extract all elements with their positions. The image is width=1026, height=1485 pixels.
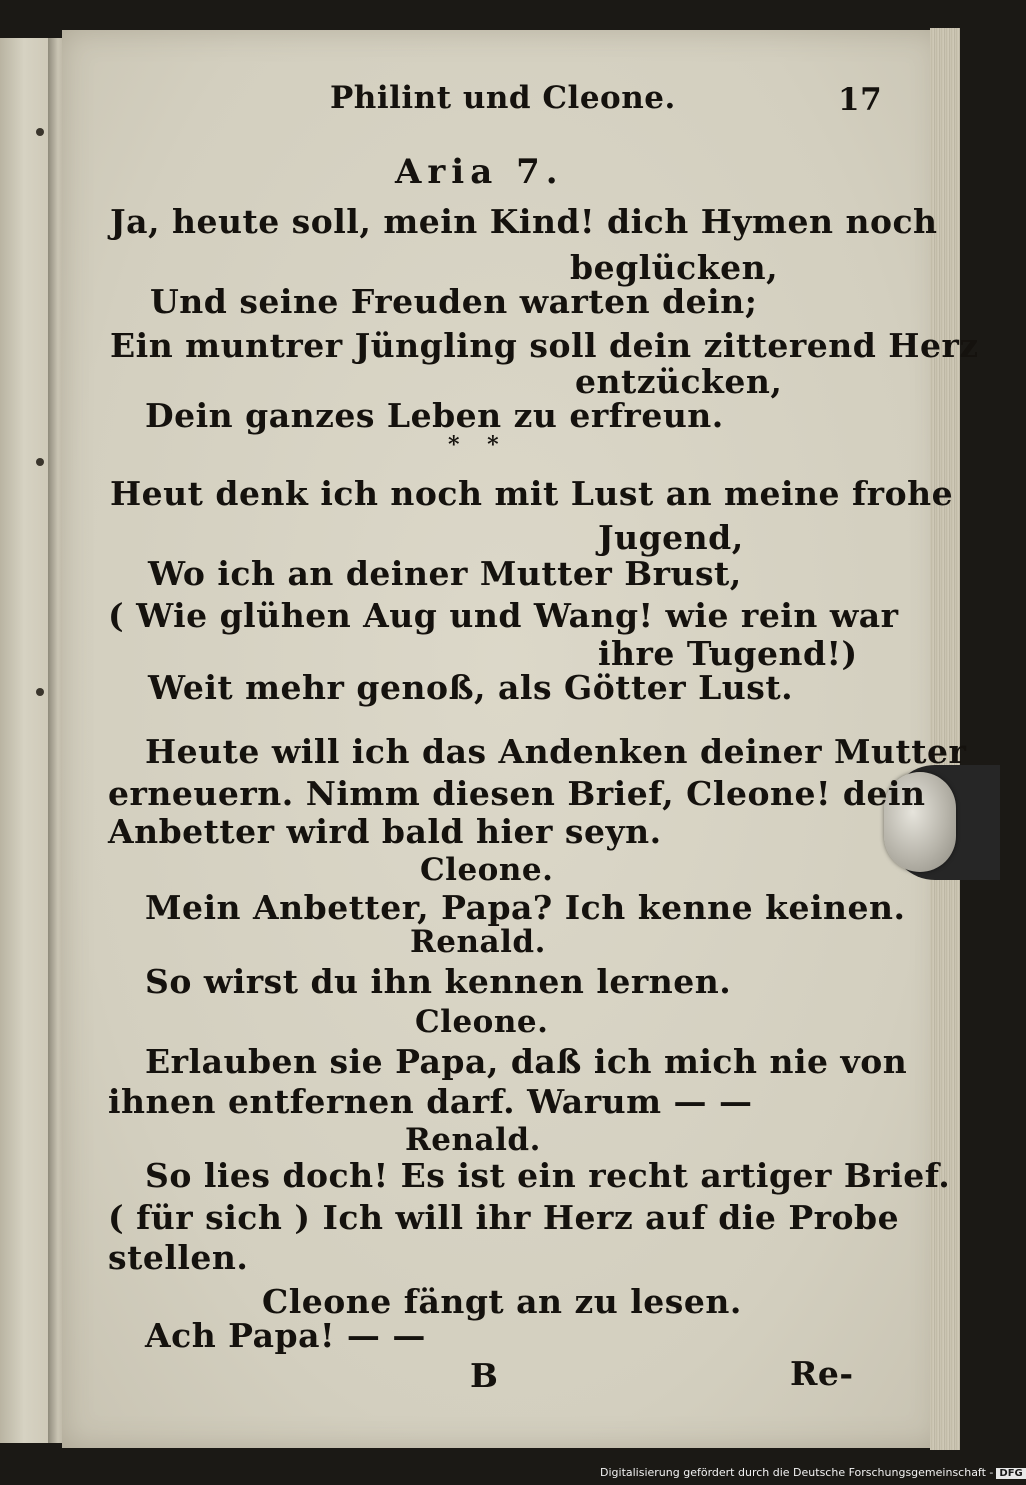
verse-line: entzücken, xyxy=(575,362,783,401)
verse-line: ihre Tugend!) xyxy=(598,634,858,673)
verse-line: Ja, heute soll, mein Kind! dich Hymen noch xyxy=(110,202,938,241)
final-line: Ach Papa! — — xyxy=(145,1316,426,1355)
aria-heading: Aria 7. xyxy=(395,152,564,192)
dialogue-line: Erlauben sie Papa, daß ich mich nie von xyxy=(145,1042,908,1081)
catchword: Re- xyxy=(790,1354,854,1393)
digitization-credit xyxy=(600,1466,1026,1482)
speaker-name: Renald. xyxy=(405,1122,541,1158)
verse-line: Jugend, xyxy=(598,518,744,557)
credit-text: Digitalisierung gefördert durch die Deutsche Forschungsgemeinschaft - xyxy=(600,1466,994,1479)
verse-line: beglücken, xyxy=(570,248,779,287)
verse-line: Ein muntrer Jüngling soll dein zitterend Herz xyxy=(110,326,979,365)
verse-line: Dein ganzes Leben zu erfreun. xyxy=(145,396,724,435)
stanza-separator: * * xyxy=(448,432,509,458)
verse-line: Weit mehr genoß, als Götter Lust. xyxy=(148,668,794,707)
dialogue-line: stellen. xyxy=(108,1238,249,1277)
verse-line: Wo ich an deiner Mutter Brust, xyxy=(148,554,742,593)
dialogue-line: So wirst du ihn kennen lernen. xyxy=(145,962,732,1001)
dialogue-line: ( für sich ) Ich will ihr Herz auf die Probe xyxy=(108,1198,900,1237)
verse-line: Heut denk ich noch mit Lust an meine frohe xyxy=(110,474,954,513)
running-title: Philint und Cleone. xyxy=(330,80,676,116)
prose-line: erneuern. Nimm diesen Brief, Cleone! dein xyxy=(108,774,926,813)
dialogue-line: So lies doch! Es ist ein recht artiger Brief. xyxy=(145,1156,951,1195)
verse-line: Und seine Freuden warten dein; xyxy=(150,282,758,321)
speaker-name: Cleone. xyxy=(415,1004,549,1040)
stage-direction: Cleone fängt an zu lesen. xyxy=(262,1282,742,1321)
verse-line: ( Wie glühen Aug und Wang! wie rein war xyxy=(108,596,899,635)
prose-line: Anbetter wird bald hier seyn. xyxy=(108,812,662,851)
dfg-logo: DFG xyxy=(996,1468,1025,1479)
speaker-name: Cleone. xyxy=(420,852,554,888)
speaker-name: Renald. xyxy=(410,924,546,960)
dialogue-line: Mein Anbetter, Papa? Ich kenne keinen. xyxy=(145,888,906,927)
dialogue-line: ihnen entfernen darf. Warum — — xyxy=(108,1082,753,1121)
page-number: 17 xyxy=(838,82,883,118)
prose-line: Heute will ich das Andenken deiner Mutter xyxy=(145,732,967,771)
signature-mark: B xyxy=(470,1356,499,1395)
